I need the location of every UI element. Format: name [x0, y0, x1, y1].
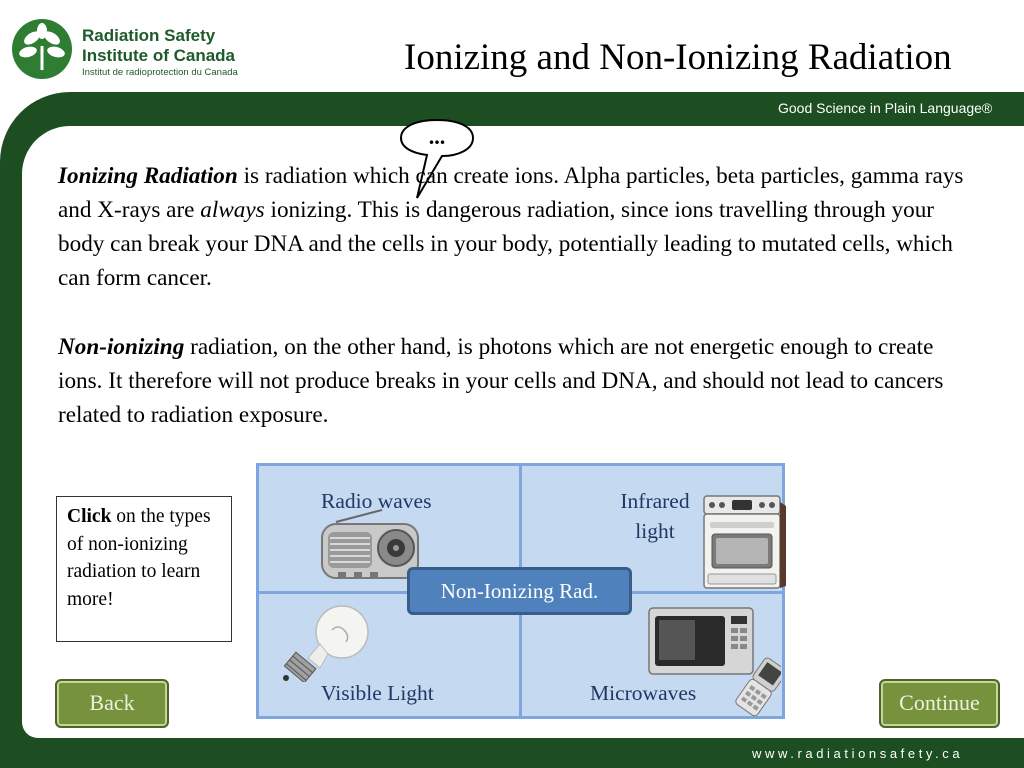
visible-light-label: Visible Light — [321, 681, 434, 705]
emphasis-always: always — [200, 197, 265, 223]
page-title: Ionizing and Non-Ionizing Radiation — [404, 37, 952, 78]
organization-name — [82, 26, 238, 80]
non-ionizing-term: Non-ionizing — [58, 334, 185, 360]
continue-button[interactable]: Continue — [879, 679, 1000, 728]
website-url: www.radiationsafety.ca — [752, 746, 964, 761]
ionizing-text-part1: is radiation which can create ions. Alpha particles, beta particles, gamma rays and X-rays are — [58, 163, 964, 223]
microwave-icon[interactable] — [647, 606, 781, 724]
org-name-line1: Radiation Safety — [82, 26, 216, 45]
ionizing-term: Ionizing Radiation — [58, 163, 238, 189]
light-bulb-icon[interactable] — [280, 604, 376, 682]
radio-waves-label: Radio waves — [321, 489, 432, 513]
back-button[interactable]: Back — [55, 679, 169, 728]
instruction-box — [56, 496, 232, 642]
microwaves-label: Microwaves — [590, 681, 697, 705]
tagline: Good Science in Plain Language® — [778, 100, 993, 116]
instruction-text: on the types of non-ionizing radiation to learn more! — [67, 506, 211, 610]
ionizing-text-part2: ionizing. This is dangerous radiation, since ions travelling through your body can break your DNA and the cells in your body, potentially leading to mutated cells, which can form cancer. — [58, 197, 953, 291]
institute-logo — [10, 18, 74, 80]
instruction-bold: Click — [67, 506, 112, 527]
non-ionizing-text: radiation, on the other hand, is photons which are not energetic enough to create ions. It therefore will not produce breaks in your cells and DNA, and should not lead to cancers related to radiation exposure. — [58, 334, 944, 428]
org-name-french: Institut de radioprotection du Canada — [82, 67, 238, 78]
non-ionizing-paragraph — [58, 330, 968, 432]
non-ionizing-center-button[interactable]: Non-Ionizing Rad. — [407, 567, 632, 615]
infrared-light-label: Infrared light — [620, 489, 690, 543]
bubble-text: ... — [428, 124, 446, 149]
org-name-line2: Institute of Canada — [82, 46, 236, 65]
stove-icon[interactable] — [702, 494, 786, 592]
ionizing-paragraph — [58, 159, 968, 295]
